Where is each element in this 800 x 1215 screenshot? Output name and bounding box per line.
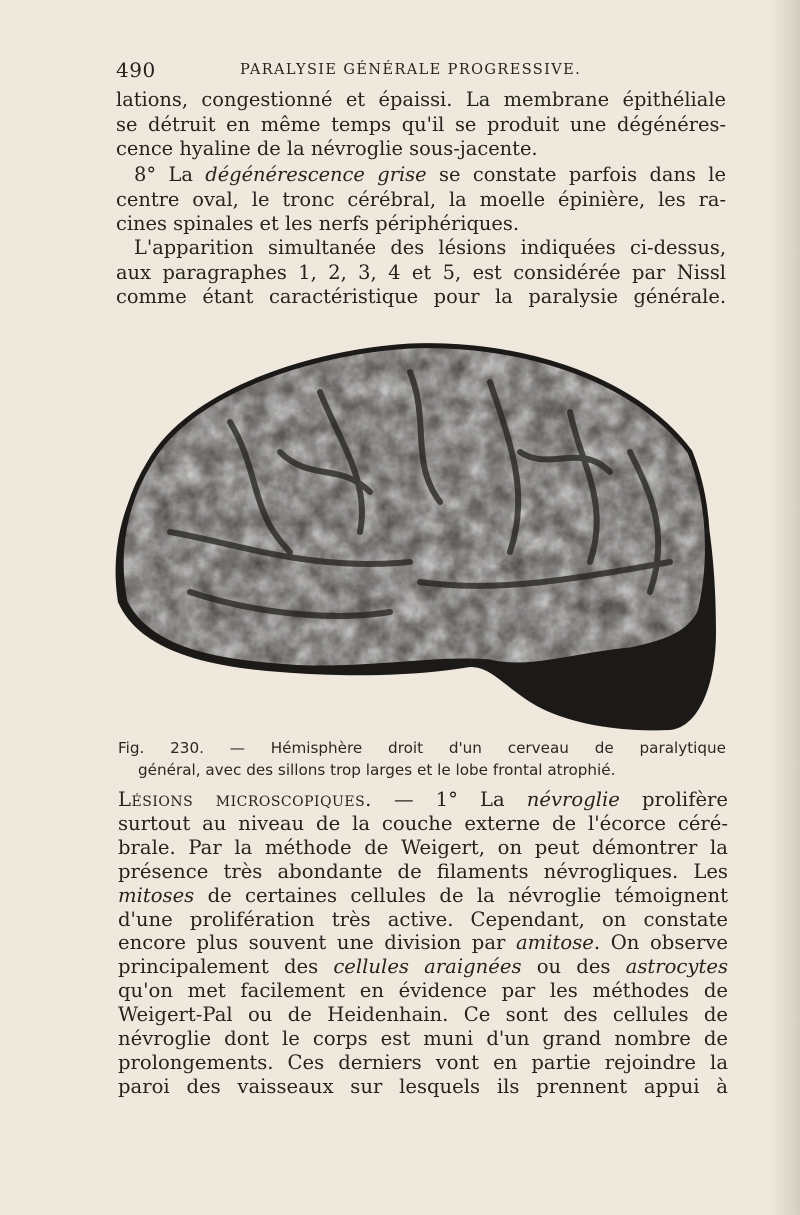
text-run: de certaines cellules de la névroglie témoignent <box>194 883 728 907</box>
caption-line: général, avec des sillons trop larges et le lobe frontal atrophié. <box>138 761 616 779</box>
text-line: surtout au niveau de la couche externe de l'écorce céré- <box>118 811 728 835</box>
text-line: lations, congestionné et épaissi. La membrane épithéliale <box>116 88 726 111</box>
text-run: prolifère <box>619 788 728 811</box>
paragraph-lesions <box>118 788 728 1099</box>
text-line: névroglie dont le corps est muni d'un grand nombre de <box>118 1027 728 1051</box>
italic-term: astrocytes <box>625 955 728 979</box>
text-line: paroi des vaisseaux sur lesquels ils prennent appui à <box>118 1074 728 1098</box>
text-line: cines spinales et les nerfs périphériques. <box>116 212 519 236</box>
page-number: 490 <box>116 58 156 82</box>
text-run: se constate parfois dans le <box>426 163 726 186</box>
italic-term: névroglie <box>526 788 620 811</box>
text-run: — 1° La <box>371 788 527 811</box>
figure-brain-photo <box>110 332 725 732</box>
paragraph-degenerescence <box>116 163 726 237</box>
text-line: qu'on met facilement en évidence par les méthodes de <box>118 979 728 1003</box>
text-run: . On observe <box>593 931 728 955</box>
text-line: Weigert-Pal ou de Heidenhain. Ce sont des cellules de <box>118 1003 728 1027</box>
text-line <box>118 955 728 979</box>
caption-line: Fig. 230. — Hémisphère droit d'un cerveau de paralytique <box>118 739 726 757</box>
text-line: présence très abondante de filaments névrogliques. Les <box>118 859 728 883</box>
text-run: encore plus souvent une division par <box>118 931 516 955</box>
running-head: PARALYSIE GÉNÉRALE PROGRESSIVE. <box>240 62 582 78</box>
text-line <box>118 788 728 812</box>
text-line: cence hyaline de la névroglie sous-jacente. <box>116 137 538 161</box>
text-line: L'apparition simultanée des lésions indiquées ci-dessus, <box>134 236 726 259</box>
text-line: prolongements. Ces derniers vont en partie rejoindre la <box>118 1050 728 1074</box>
figure-caption <box>118 737 726 781</box>
brain-hemisphere-image <box>110 332 725 732</box>
text-line <box>118 931 728 955</box>
paragraph-apparition <box>116 236 726 310</box>
paragraph-membrane <box>116 88 726 162</box>
text-line <box>116 163 726 188</box>
text-run: principalement des <box>118 955 334 979</box>
page-edge-shadow <box>770 0 800 1215</box>
text-line: aux paragraphes 1, 2, 3, 4 et 5, est considérée par Nissl <box>116 260 726 284</box>
italic-term: cellules araignées <box>333 955 522 979</box>
page-header <box>116 58 716 86</box>
section-heading: Lésions microscopiques. <box>118 788 372 811</box>
italic-term: dégénérescence grise <box>205 163 427 186</box>
text-line: brale. Par la méthode de Weigert, on peut démontrer la <box>118 835 728 859</box>
text-line: centre oval, le tronc cérébral, la moelle épinière, les ra- <box>116 187 726 211</box>
text-run: 8° La <box>134 163 206 186</box>
italic-term: amitose <box>516 931 594 955</box>
text-line <box>118 884 728 908</box>
text-line: se détruit en même temps qu'il se produit une dégénéres- <box>116 112 726 136</box>
italic-term: mitoses <box>118 883 195 907</box>
text-line: d'une prolifération très active. Cependant, on constate <box>118 907 728 931</box>
text-run: ou des <box>521 955 626 979</box>
text-line: comme étant caractéristique pour la paralysie générale. <box>116 285 726 309</box>
